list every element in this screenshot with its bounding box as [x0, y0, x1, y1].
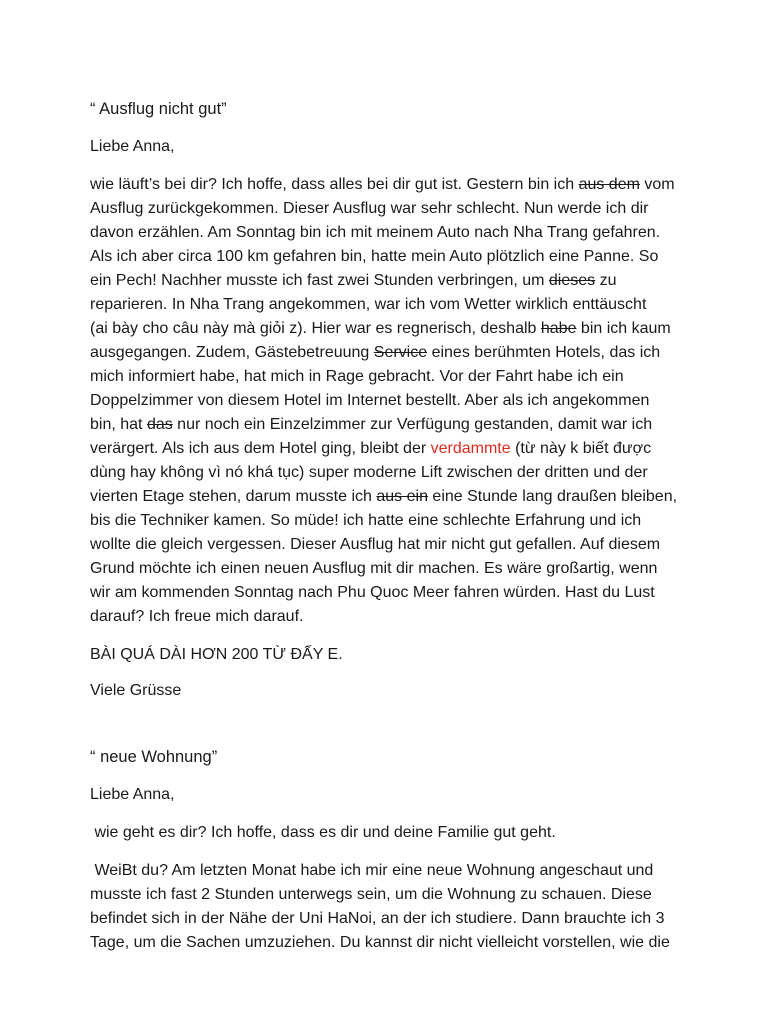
text-line — [90, 437, 688, 461]
highlighted-text: verdammte — [430, 440, 511, 457]
text-segment: verärgert. Als ich aus dem Hotel ging, bleibt der — [90, 440, 431, 457]
text-segment: reparieren. In Nha Trang angekommen, war ich vom Wetter wirklich enttäuscht — [90, 296, 647, 313]
teacher-note: BÀI QUÁ DÀI HƠN 200 TỪ ĐẤY E. — [90, 646, 343, 663]
text-segment: vierten Etage stehen, darum musste ich — [90, 488, 377, 505]
struck-text: aus dem — [578, 176, 640, 193]
text-segment: wir am kommenden Sonntag nach Phu Quoc Meer fahren würden. Hast du Lust — [90, 584, 655, 601]
text-line — [90, 197, 688, 221]
text-segment: bis die Techniker kamen. So müde! ich hatte eine schlechte Erfahrung und ich — [90, 512, 642, 529]
struck-text: dieses — [548, 272, 596, 289]
text-line: WeiBt du? Am letzten Monat habe ich mir eine neue Wohnung angeschaut und — [90, 862, 654, 879]
text-segment: (từ này k biết được — [510, 440, 652, 457]
text-line — [90, 605, 688, 629]
letter-paragraph — [90, 859, 688, 955]
text-segment: darauf? Ich freue mich darauf. — [90, 608, 304, 625]
text-line — [90, 581, 688, 605]
text-segment: ausgegangen. Zudem, Gästebetreuung — [90, 344, 374, 361]
text-segment: vom — [639, 176, 675, 193]
text-line — [90, 245, 688, 269]
text-segment: Ausflug zurückgekommen. Dieser Ausflug war sehr schlecht. Nun werde ich dir — [90, 200, 649, 217]
text-line — [90, 317, 688, 341]
text-line — [90, 269, 688, 293]
text-line — [90, 485, 688, 509]
text-segment: davon erzählen. Am Sonntag bin ich mit meinem Auto nach Nha Trang gefahren. — [90, 224, 661, 241]
text-segment: nur noch ein Einzelzimmer zur Verfügung gestanden, damit war ich — [172, 416, 653, 433]
text-line — [90, 389, 688, 413]
salutation: Liebe Anna, — [90, 138, 175, 155]
text-segment: eines berühmten Hotels, das ich — [427, 344, 661, 361]
text-line — [90, 365, 688, 389]
letter-title: “ neue Wohnung” — [90, 748, 218, 766]
text-segment: bin ich kaum — [576, 320, 671, 337]
text-line — [90, 173, 688, 197]
text-segment: wollte die gleich vergessen. Dieser Ausflug hat mir nicht gut gefallen. Auf diesem — [90, 536, 661, 553]
text-line: musste ich fast 2 Stunden unterwegs sein, um die Wohnung zu schauen. Diese — [90, 886, 652, 903]
text-segment: Grund möchte ich einen neuen Ausflug mit dir machen. Es wäre großartig, wenn — [90, 560, 658, 577]
text-segment: ein Pech! Nachher musste ich fast zwei Stunden verbringen, um — [90, 272, 549, 289]
text-line — [90, 221, 688, 245]
text-line — [90, 557, 688, 581]
salutation: Liebe Anna, — [90, 786, 175, 803]
text-segment: dùng hay không vì nó khá tục) super moderne Lift zwischen der dritten und der — [90, 464, 648, 481]
text-line — [90, 293, 688, 317]
text-line — [90, 461, 688, 485]
struck-text: habe — [540, 320, 577, 337]
letter-title: “ Ausflug nicht gut” — [90, 100, 227, 118]
text-segment: (ai bày cho câu này mà giỏi z). Hier war es regnerisch, deshalb — [90, 320, 541, 337]
text-segment: Als ich aber circa 100 km gefahren bin, hatte mein Auto plötzlich eine Panne. So — [90, 248, 659, 265]
struck-text: Service — [373, 344, 428, 361]
letter-paragraph: wie geht es dir? Ich hoffe, dass es dir und deine Familie gut geht. — [90, 824, 556, 841]
text-segment: Doppelzimmer von diesem Hotel im Internet bestellt. Aber als ich angekommen — [90, 392, 650, 409]
letter-neue-wohnung — [90, 745, 688, 955]
text-line — [90, 413, 688, 437]
text-line: befindet sich in der Nähe der Uni HaNoi, an der ich studiere. Dann brauchte ich 3 — [90, 910, 665, 927]
text-segment: wie läuft’s bei dir? Ich hoffe, dass alles bei dir gut ist. Gestern bin ich — [90, 176, 579, 193]
text-line: Tage, um die Sachen umzuziehen. Du kannst dir nicht vielleicht vorstellen, wie die — [90, 934, 670, 951]
closing: Viele Grüsse — [90, 682, 182, 699]
text-line — [90, 341, 688, 365]
text-segment: bin, hat — [90, 416, 147, 433]
section-gap — [90, 715, 688, 745]
letter-body — [90, 173, 688, 629]
text-line — [90, 509, 688, 533]
struck-text: das — [146, 416, 173, 433]
struck-text: aus ein — [376, 488, 428, 505]
letter-ausflug — [90, 97, 688, 703]
text-line — [90, 533, 688, 557]
text-segment: eine Stunde lang draußen bleiben, — [427, 488, 678, 505]
text-segment: zu — [595, 272, 617, 289]
text-segment: mich informiert habe, hat mich in Rage gebracht. Vor der Fahrt habe ich ein — [90, 368, 624, 385]
